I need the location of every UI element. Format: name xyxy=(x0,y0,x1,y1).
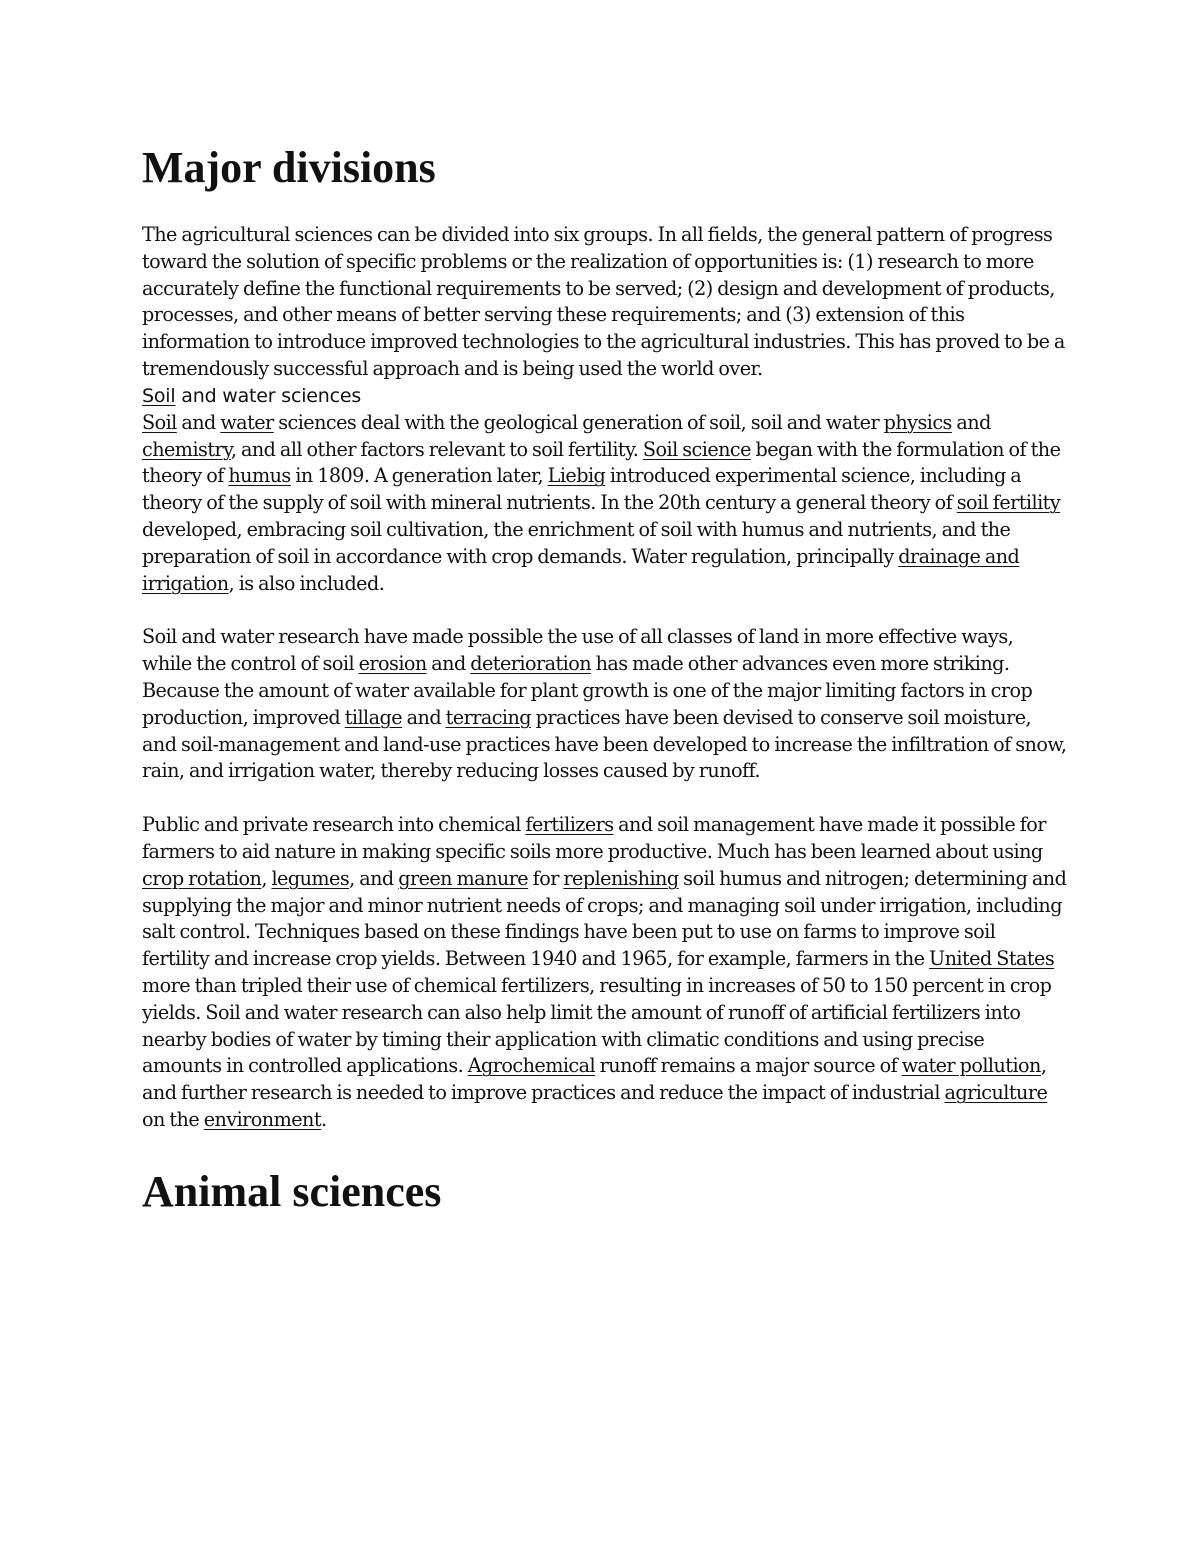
heading-animal-sciences: Animal sciences xyxy=(142,1166,442,1216)
text-run: has made other advances even more striking. Because the amount of water available for plant growth is one of the major limiting factors in crop production, improved xyxy=(142,652,1033,729)
link-physics[interactable]: physics xyxy=(883,410,952,434)
link-fertilizers[interactable]: fertilizers xyxy=(525,813,614,837)
link-crop-rotation[interactable]: crop rotation xyxy=(142,866,262,890)
text-run: Soil and water research have made possible the use of all classes of land in more effective ways, while the control of soil xyxy=(142,625,1014,676)
paragraph-intro: The agricultural sciences can be divided into six groups. In all fields, the general pattern of progress toward the solution of specific problems or the realization of opportunities is: (1) research to more accurately define the functional requirements to be served; (2) design and development of products, processes, and other means of better serving these requirements; and (3) extension of this information to introduce improved technologies to the agricultural industries. This has proved to be a tremendously successful approach and is being used the world over. xyxy=(142,223,1065,380)
text-run: practices have been devised to conserve soil moisture, and soil-management and land-use practices have been developed to increase the infiltration of snow, rain, and irrigation water, thereby reducing losses caused by runoff. xyxy=(142,705,1067,783)
link-legumes[interactable]: legumes xyxy=(271,866,350,890)
text-run: for xyxy=(528,866,564,890)
text-run: runoff remains a major source of xyxy=(595,1054,902,1078)
link-water[interactable]: water xyxy=(220,410,274,434)
link-green-manure[interactable]: green manure xyxy=(398,866,529,890)
text-run: , and further research is needed to improve practices and reduce the impact of industrial xyxy=(142,1054,1047,1105)
paragraph-gap xyxy=(142,597,1067,624)
text-run: Public and private research into chemical xyxy=(142,813,526,837)
text-run: . xyxy=(321,1107,327,1131)
text-run: and soil management have made it possible for farmers to aid nature in making specific soils more productive. Much has been learned about using xyxy=(142,813,1046,863)
link-deterioration[interactable]: deterioration xyxy=(470,652,592,676)
link-agrochemical[interactable]: Agrochemical xyxy=(467,1054,596,1078)
text-run: soil humus and nitrogen; determining and supplying the major and minor nutrient needs of crops; and managing soil under irrigation, including salt control. Techniques based on these findings have been put to use on farms to improve soil fertility and increase crop yields. Between 1940 and 1965, for example, farmers in the xyxy=(142,866,1067,971)
text-run: in 1809. A generation later, xyxy=(290,464,548,488)
text-run: sciences deal with the geological generation of soil, soil and water xyxy=(273,410,884,434)
text-run: began with the formulation of the theory of xyxy=(142,437,1061,488)
text-run: , xyxy=(261,866,272,890)
subheading-rest: and water sciences xyxy=(175,384,362,407)
subheading-soil-water xyxy=(142,383,1067,410)
link-terracing[interactable]: terracing xyxy=(445,705,532,729)
text-run: on the xyxy=(142,1107,204,1131)
link-liebig[interactable]: Liebig xyxy=(547,464,606,488)
paragraph-public-research xyxy=(142,812,1067,1134)
document-page xyxy=(142,140,1067,1220)
link-soil-science[interactable]: Soil science xyxy=(642,437,751,461)
link-erosion[interactable]: erosion xyxy=(358,652,427,676)
text-run: and xyxy=(402,705,446,729)
paragraph-gap xyxy=(142,785,1067,812)
link-agriculture[interactable]: agriculture xyxy=(944,1081,1048,1105)
link-humus[interactable]: humus xyxy=(228,464,291,488)
text-run: , and xyxy=(349,866,399,890)
link-soil-subhead[interactable]: Soil xyxy=(142,384,176,407)
text-run: more than tripled their use of chemical fertilizers, resulting in increases of 50 to 150 percent in crop yields. Soil and water research can also help limit the amount of runoff of artificial fertilizers into nearby bodies of water by timing their application with climatic conditions and using precise amounts in controlled applications. xyxy=(142,973,1052,1078)
link-environment[interactable]: environment xyxy=(203,1107,322,1131)
link-chemistry[interactable]: chemistry xyxy=(142,437,231,461)
text-run: and xyxy=(951,410,991,434)
link-drainage-and-irrigation[interactable]: drainage and irrigation xyxy=(142,544,1020,595)
text-run: introduced experimental science, including a theory of the supply of soil with mineral nutrients. In the 20th century a general theory of xyxy=(142,464,1022,515)
link-soil[interactable]: Soil xyxy=(142,410,177,434)
link-soil-fertility[interactable]: soil fertility xyxy=(956,491,1061,515)
link-replenishing[interactable]: replenishing xyxy=(563,866,679,890)
text-run: , is also included. xyxy=(228,571,385,595)
paragraph-soil-water xyxy=(142,410,1067,598)
link-water-pollution[interactable]: water pollution xyxy=(901,1054,1041,1078)
heading-major-divisions: Major divisions xyxy=(142,143,436,192)
paragraph-soil-research xyxy=(142,624,1067,785)
text-run: and xyxy=(176,410,221,434)
text-run: and xyxy=(426,652,471,676)
link-united-states[interactable]: United States xyxy=(928,947,1055,971)
text-run: , and all other factors relevant to soil fertility. xyxy=(230,437,643,461)
link-tillage[interactable]: tillage xyxy=(344,705,403,729)
text-run: developed, embracing soil cultivation, the enrichment of soil with humus and nutrients, and the preparation of soil in accordance with crop demands. Water regulation, principally xyxy=(142,517,1011,568)
